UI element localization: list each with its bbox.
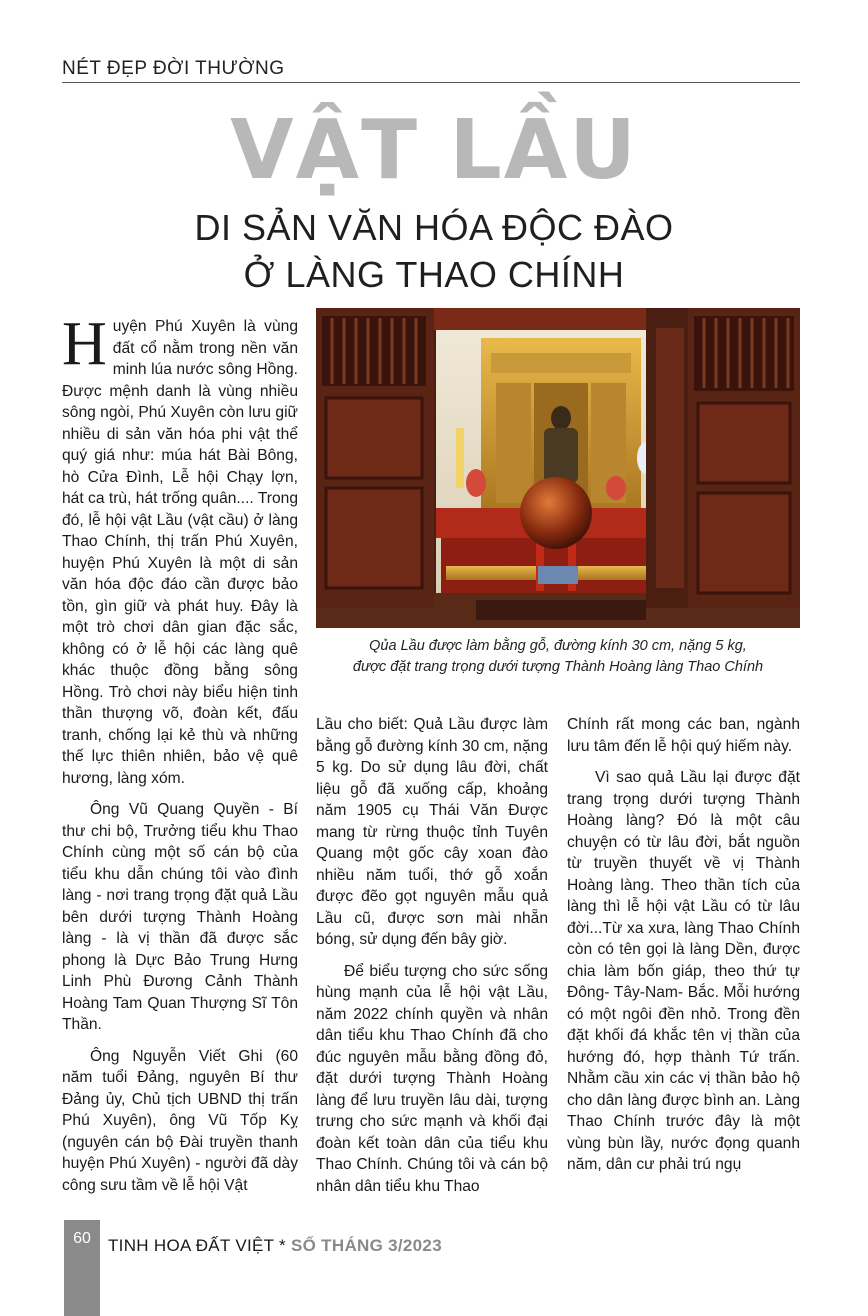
article-column-3 (567, 714, 800, 1176)
page-number: 60 (73, 1230, 91, 1247)
photo-caption-line1: Qủa Lầu được làm bằng gỗ, đường kính 30 cm, nặng 5 kg, (369, 638, 747, 654)
article-column-1 (62, 310, 298, 1196)
section-divider (62, 82, 800, 83)
paragraph-5: Để biểu tượng cho sức sống hùng mạnh của lễ hội vật Lầu, năm 2022 chính quyền và nhân dân tiểu khu Thao Chính đã cho đúc nguyên mẫu bằng đồng đỏ, đặt dưới tượng Thành Hoàng làng để lưu truyền lâu dài, tượng trưng cho sức mạnh và khối đại đoàn kết toàn dân của tiểu khu Thao Chính. Chúng tôi và cán bộ nhân dân tiểu khu Thao (316, 962, 548, 1195)
section-label: NÉT ĐẸP ĐỜI THƯỜNG (62, 58, 285, 79)
paragraph-2: Ông Vũ Quang Quyền - Bí thư chi bộ, Trưởng tiểu khu Thao Chính cùng một số cán bộ của tiểu khu dẫn chúng tôi vào đình làng - nơi trang trọng đặt quả Lầu bên dưới tượng Thành Hoàng làng - là vị thần đã được sắc phong là Dực Bảo Trung Hưng Linh Phù Đương Cảnh Thành Hoàng Tam Quan Thượng Sĩ Tôn Thần. (62, 801, 298, 1033)
article-subtitle-line1: DI SẢN VĂN HÓA ĐỘC ĐÀO (194, 207, 674, 248)
footer-publication (108, 1236, 442, 1256)
paragraph-intro-text: uyện Phú Xuyên là vùng đất cổ nằm trong nền văn minh lúa nước sông Hồng. Được mệnh danh là vùng nhiều sông ngòi, Phú Xuyên còn lưu giữ nhiều di sản văn hóa phi vật thể quý giá như: múa hát Bài Bông, hò Cửa Đình, Lễ hội Chạy lợn, hát ca trù, hát trống quân.... Trong đó, lễ hội vật Lầu (vật cầu) ở làng Thao Chính, thị trấn Phú Xuyên, huyện Phú Xuyên là một di sản văn hóa độc đáo cần được bảo tồn, gìn giữ và phát huy. Đây là một trò chơi dân gian đặc sắc, không có ở lễ hội các làng quê khác thuộc đồng bằng sông Hồng. Trò chơi này biểu hiện tinh thần thượng võ, đoàn kết, đấu tranh, chống lại kẻ thù và những thế lực thiên nhiên, bảo vệ quê hương, làng xóm. (62, 318, 298, 787)
footer-separator: * (279, 1236, 286, 1255)
paragraph-intro (62, 310, 298, 789)
article-title: VẬT LẦU (230, 103, 638, 198)
magazine-name: TINH HOA ĐẤT VIỆT (108, 1236, 275, 1255)
paragraph-3: Ông Nguyễn Viết Ghi (60 năm tuổi Đảng, nguyên Bí thư Đảng ủy, Chủ tịch UBND thị trấn Phú Xuyên), ông Vũ Tốp Kỵ (nguyên cán bộ Đài truyền thanh huyện Phú Xuyên) - người đã dày công sưu tầm về lễ hội Vật (62, 1047, 298, 1194)
photo-caption-line2: được đặt trang trọng dưới tượng Thành Hoàng làng Thao Chính (352, 659, 764, 675)
issue-label: SỐ THÁNG 3/2023 (291, 1236, 442, 1255)
paragraph-6: Chính rất mong các ban, ngành lưu tâm đến lễ hội quý hiếm này. (567, 716, 800, 755)
paragraph-4: Lầu cho biết: Quả Lầu được làm bằng gỗ đường kính 30 cm, nặng 5 kg. Do sử dụng lâu đời, chất liệu gỗ đã xuống cấp, khoảng năm 1905 cụ Thái Văn Được mang từ rừng thuộc tỉnh Tuyên Quang một gốc cây xoan đào nhiều năm tuổi, thớ gỗ xoắn được đẽo gọt nguyên mẫu quả Lầu cũ, được sơn mài nhẵn bóng, sử dụng đến bây giờ. (316, 716, 548, 948)
photo-caption (316, 636, 800, 678)
temple-altar-photo (316, 308, 800, 628)
paragraph-7: Vì sao quả Lầu lại được đặt trang trọng dưới tượng Thành Hoàng làng? Đó là một câu chuyện có từ lâu đời, bắt nguồn từ truyền thuyết về vị Thành Hoàng làng. Theo thần tích của làng thì lễ hội vật Lầu có từ lâu đời...Từ xa xưa, làng Thao Chính còn có tên gọi là làng Dền, được chia làm bốn giáp, theo thứ tự Đông- Tây-Nam- Bắc. Mỗi hướng có một ngôi đền nhỏ. Trong đền đặt khối đá khắc tên vị thần của hướng đó, hợp thành Tứ trấn. Nhằm cầu xin các vị thần bảo hộ cho dân làng được bình an. Làng Thao Chính trước đây là một vùng bùn lầy, nước đọng quanh năm, dân cư phải trú ngụ (567, 769, 800, 1173)
article-subtitle-line2: Ở LÀNG THAO CHÍNH (243, 254, 625, 295)
article-column-2 (316, 714, 548, 1197)
altar-illustration (316, 308, 800, 628)
drop-cap: H (62, 310, 107, 378)
